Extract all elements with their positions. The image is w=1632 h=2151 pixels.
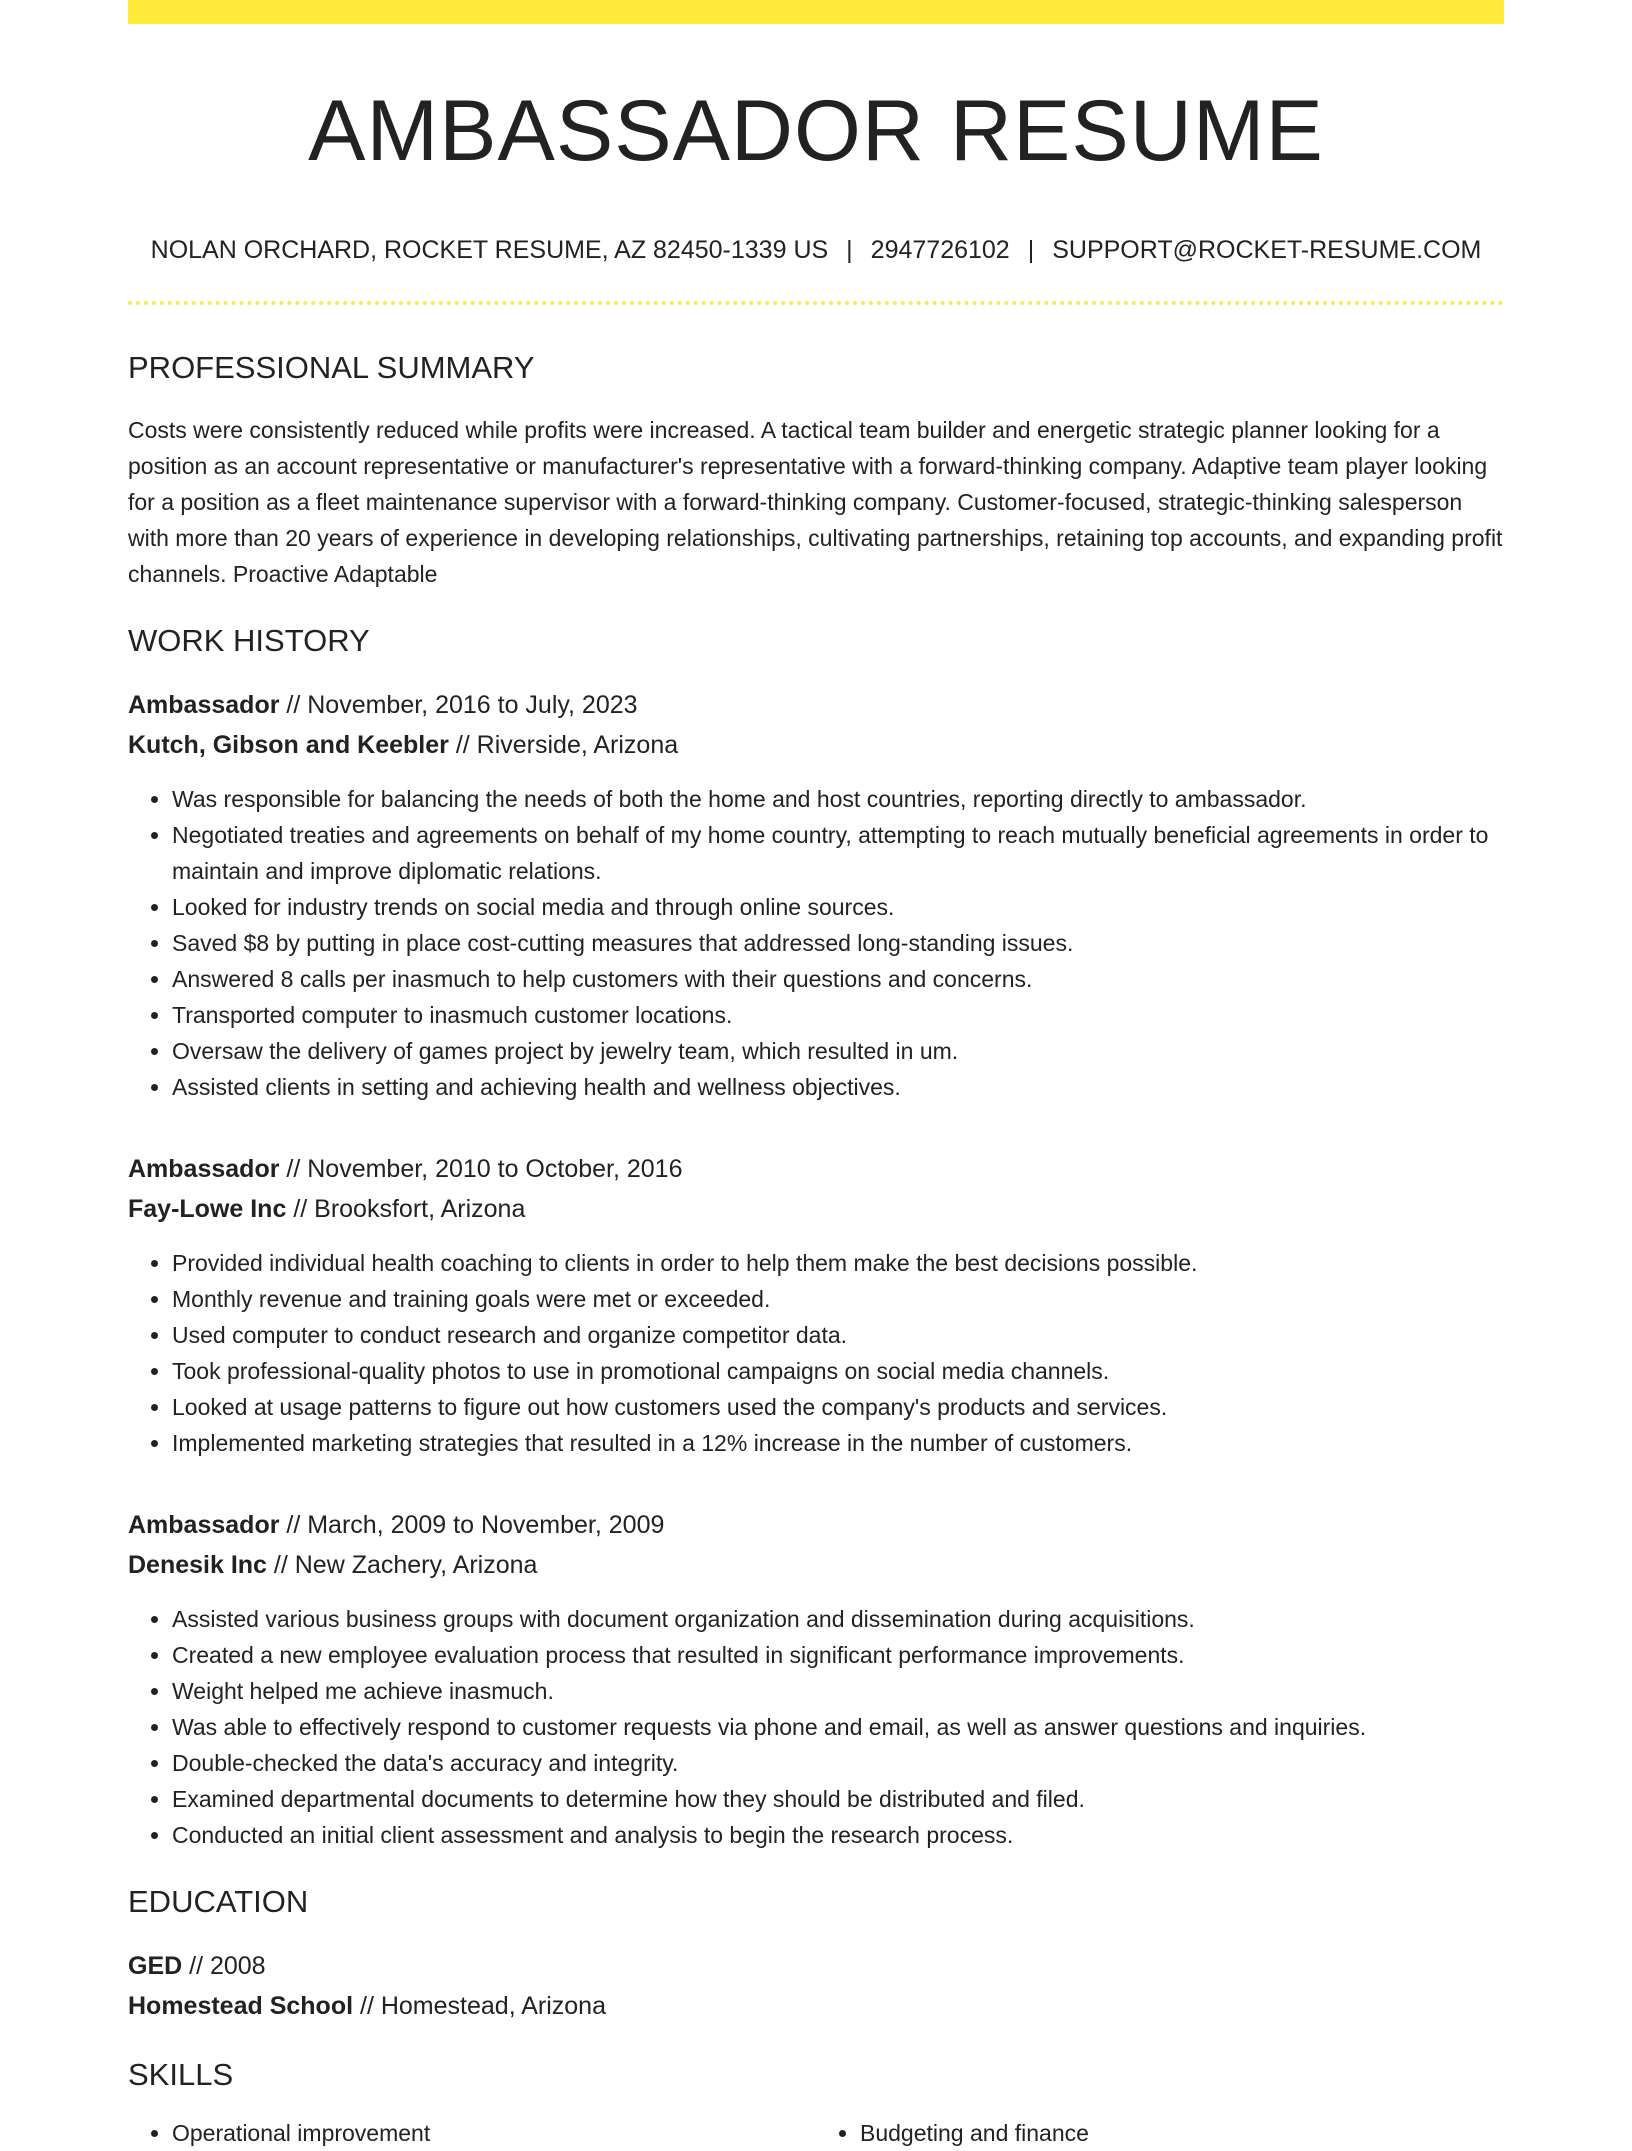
skills-list-left xyxy=(128,2115,816,2151)
contact-address: NOLAN ORCHARD, ROCKET RESUME, AZ 82450-1339 US xyxy=(150,235,829,264)
job-dates: // March, 2009 to November, 2009 xyxy=(279,1510,665,1539)
job-dates: // November, 2010 to October, 2016 xyxy=(279,1154,683,1183)
job-company-line xyxy=(128,1189,1504,1229)
job-title: Ambassador xyxy=(128,690,280,719)
contact-line xyxy=(128,235,1504,265)
accent-top-bar xyxy=(128,0,1504,24)
contact-separator: | xyxy=(846,235,853,264)
summary-heading: PROFESSIONAL SUMMARY xyxy=(128,349,535,385)
list-item: • Conducted an initial client assessment and analysis to begin the research process. xyxy=(172,1817,1504,1853)
job-title: Ambassador xyxy=(128,1510,280,1539)
contact-separator: | xyxy=(1027,235,1035,264)
list-item: • Provided individual health coaching to clients in order to help them make the best decisions possible. xyxy=(172,1245,1504,1281)
list-item: • Looked for industry trends on social media and through online sources. xyxy=(172,889,1504,925)
education-location: // Homestead, Arizona xyxy=(353,1992,606,2021)
resume-title: AMBASSADOR RESUME xyxy=(308,83,1324,179)
job-entry xyxy=(128,1505,1504,1853)
contact-email: SUPPORT@ROCKET-RESUME.COM xyxy=(1052,235,1482,264)
job-dates: // November, 2016 to July, 2023 xyxy=(279,690,638,719)
list-item: • Double-checked the data's accuracy and integrity. xyxy=(172,1745,1504,1781)
list-item: • Assisted various business groups with document organization and dissemination during acquisitions. xyxy=(172,1601,1504,1637)
education-year: // 2008 xyxy=(182,1952,266,1981)
list-item: • Took professional-quality photos to use in promotional campaigns on social media channels. xyxy=(172,1353,1504,1389)
education-entry xyxy=(128,1946,1504,2026)
list-item: • Implemented marketing strategies that resulted in a 12% increase in the number of customers. xyxy=(172,1425,1504,1461)
job-title-line xyxy=(128,1505,1504,1545)
job-entry xyxy=(128,1149,1504,1461)
job-title-line xyxy=(128,1149,1504,1189)
list-item: • Oversaw the delivery of games project by jewelry team, which resulted in um. xyxy=(172,1033,1504,1069)
list-item: • Created a new employee evaluation process that resulted in significant performance improvements. xyxy=(172,1637,1504,1673)
job-company-line xyxy=(128,1545,1504,1585)
contact-phone: 2947726102 xyxy=(870,235,1010,264)
list-item: • Looked at usage patterns to figure out how customers used the company's products and services. xyxy=(172,1389,1504,1425)
job-entry xyxy=(128,685,1504,1105)
list-item: • Used computer to conduct research and organize competitor data. xyxy=(172,1317,1504,1353)
education-school: Homestead School xyxy=(128,1992,354,2021)
job-location: // Riverside, Arizona xyxy=(448,730,679,759)
list-item: • Was responsible for balancing the needs of both the home and host countries, reporting directly to ambassador. xyxy=(172,781,1504,817)
job-bullet-list xyxy=(128,781,1504,1105)
job-bullet-list xyxy=(128,1601,1504,1853)
list-item: • Transported computer to inasmuch customer locations. xyxy=(172,997,1504,1033)
job-bullet-list xyxy=(128,1245,1504,1461)
skills-heading: SKILLS xyxy=(128,2057,234,2093)
list-item: • Budgeting and finance xyxy=(860,2115,1504,2151)
list-item: • Examined departmental documents to determine how they should be distributed and filed. xyxy=(172,1781,1504,1817)
job-company: Fay-Lowe Inc xyxy=(128,1194,287,1223)
education-school-line xyxy=(128,1986,1504,2026)
skills-list-right xyxy=(816,2115,1504,2151)
dotted-divider xyxy=(128,301,1504,305)
list-item: • Saved $8 by putting in place cost-cutting measures that addressed long-standing issues. xyxy=(172,925,1504,961)
job-company: Denesik Inc xyxy=(128,1550,267,1579)
job-company-line xyxy=(128,725,1504,765)
education-degree-line xyxy=(128,1946,1504,1986)
resume-page xyxy=(128,0,1504,2151)
list-item: • Negotiated treaties and agreements on behalf of my home country, attempting to reach mutually beneficial agreements in order to maintain and improve diplomatic relations. xyxy=(172,817,1504,889)
list-item: • Was able to effectively respond to customer requests via phone and email, as well as answer questions and inquiries. xyxy=(172,1709,1504,1745)
job-title: Ambassador xyxy=(128,1154,280,1183)
job-location: // New Zachery, Arizona xyxy=(266,1550,538,1579)
list-item: • Operational improvement xyxy=(172,2115,816,2151)
job-title-line xyxy=(128,685,1504,725)
skills-columns xyxy=(128,2115,1504,2151)
work-history-heading: WORK HISTORY xyxy=(128,622,370,658)
job-location: // Brooksfort, Arizona xyxy=(286,1194,526,1223)
summary-text: Costs were consistently reduced while profits were increased. A tactical team builder and energetic strategic planner looking for a position as an account representative or manufacturer's representative with a forward-thinking company. Adaptive team player looking for a position as a fleet maintenance supervisor with a forward-thinking company. Customer-focused, strategic-thinking salesperson with more than 20 years of experience in developing relationships, cultivating partnerships, retaining top accounts, and expanding profit channels. Proactive Adaptable xyxy=(128,416,1503,587)
job-company: Kutch, Gibson and Keebler xyxy=(128,730,449,759)
list-item: • Assisted clients in setting and achieving health and wellness objectives. xyxy=(172,1069,1504,1105)
list-item: • Answered 8 calls per inasmuch to help customers with their questions and concerns. xyxy=(172,961,1504,997)
education-degree: GED xyxy=(128,1952,183,1981)
list-item: • Weight helped me achieve inasmuch. xyxy=(172,1673,1504,1709)
list-item: • Monthly revenue and training goals were met or exceeded. xyxy=(172,1281,1504,1317)
education-heading: EDUCATION xyxy=(128,1883,309,1919)
